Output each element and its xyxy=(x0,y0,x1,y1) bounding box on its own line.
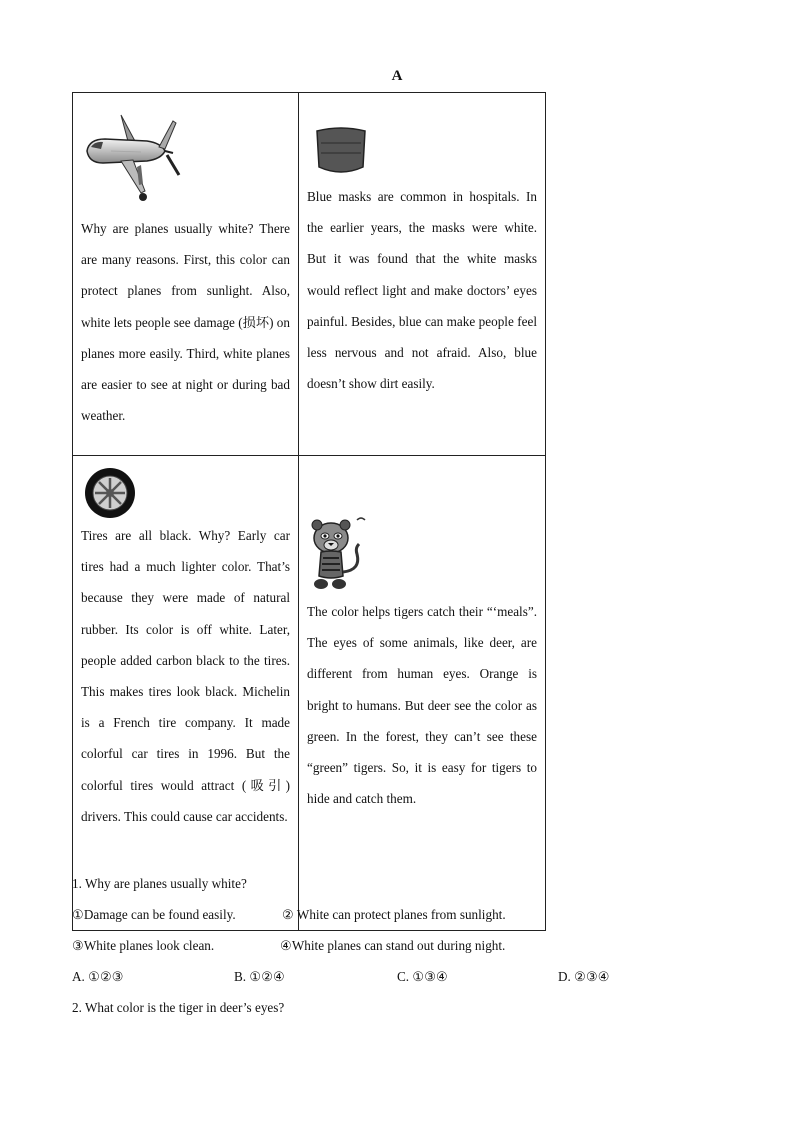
tiger-icon xyxy=(307,514,369,594)
section-heading: A xyxy=(391,68,403,84)
tires-passage: Tires are all black. Why? Early car tires had a much lighter color. That’s because they were made of natural rubber. Its color is off white. Later, people added carbon black to the tires. This makes tires look black. Michelin is a French tire company. It made colorful car tires in 1996. But the colorful tires would attract (吸引) drivers. This could cause car accidents. xyxy=(81,528,290,824)
tigers-passage: The color helps tigers catch their “‘meals”. The eyes of some animals, like deer, are different from human eyes. Orange is bright to humans. But deer see the color as green. In the forest, they can’t see these “green” tigers. So, it is easy for tigers to hide and catch them. xyxy=(307,604,537,807)
option-a[interactable]: A. ①②③ xyxy=(72,969,124,984)
cell-tigers xyxy=(299,456,546,931)
option-d[interactable]: D. ②③④ xyxy=(558,969,610,984)
question-2: 2. What color is the tiger in deer’s eyes? xyxy=(72,1000,285,1015)
mask-icon xyxy=(313,123,369,179)
passage-table xyxy=(72,92,546,931)
option-b[interactable]: B. ①②④ xyxy=(234,969,285,984)
tire-icon xyxy=(83,466,137,520)
option-c[interactable]: C. ①③④ xyxy=(397,969,448,984)
cell-planes xyxy=(73,93,299,456)
statement-4: ④White planes can stand out during night. xyxy=(280,938,506,953)
statement-1: ①Damage can be found easily. xyxy=(72,907,236,922)
statement-3: ③White planes look clean. xyxy=(72,938,215,953)
planes-passage: Why are planes usually white? There are many reasons. First, this color can protect planes from sunlight. Also, white lets people see damage (损坏) on planes more easily. Third, white planes are easier to see at night or during bad weather. xyxy=(81,221,290,424)
statement-2: ② White can protect planes from sunlight. xyxy=(282,907,506,922)
masks-passage: Blue masks are common in hospitals. In the earlier years, the masks were white. But it was found that the white masks would reflect light and make doctors’ eyes painful. Besides, blue can make people feel less nervous and not afraid. Also, blue doesn’t show dirt easily. xyxy=(307,189,537,392)
airplane-icon xyxy=(81,105,181,205)
question-1: 1. Why are planes usually white? xyxy=(72,876,247,891)
cell-tires xyxy=(73,456,299,931)
cell-masks xyxy=(299,93,546,456)
